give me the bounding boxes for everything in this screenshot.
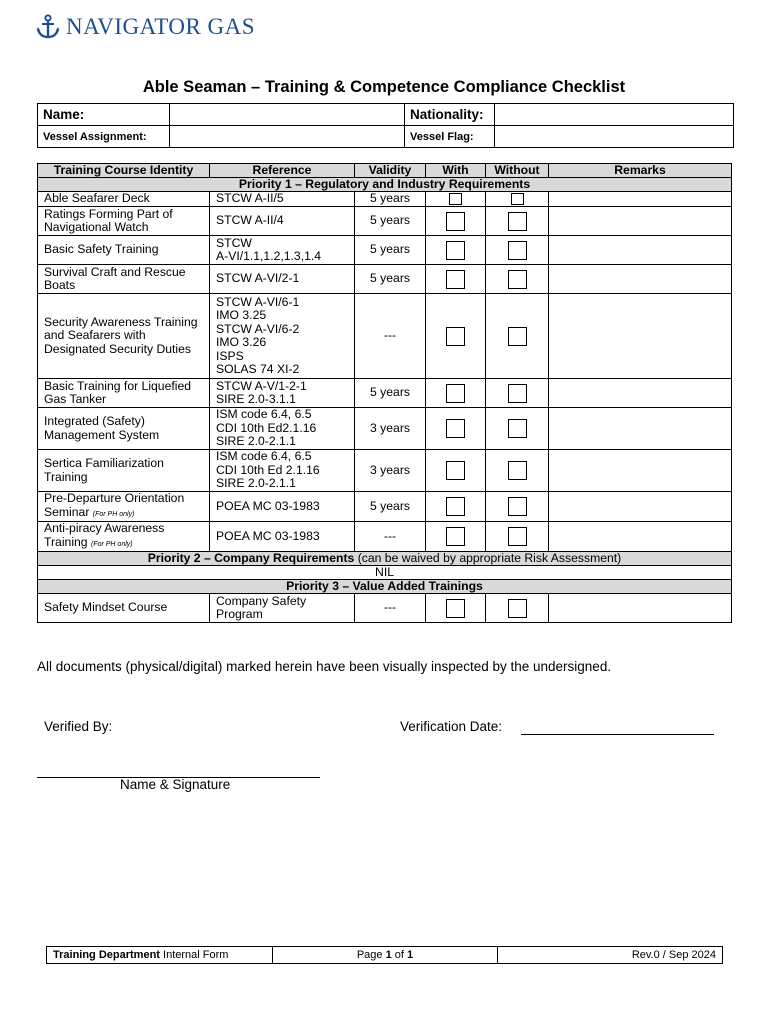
remarks-field[interactable] (549, 450, 732, 492)
without-cell (486, 408, 549, 450)
remarks-field[interactable] (549, 236, 732, 265)
with-checkbox[interactable] (446, 327, 465, 346)
remarks-field[interactable] (549, 294, 732, 379)
without-checkbox[interactable] (508, 527, 527, 546)
with-cell (426, 207, 486, 236)
without-checkbox[interactable] (511, 193, 524, 205)
with-cell (426, 236, 486, 265)
vessel-flag-label: Vessel Flag: (405, 126, 495, 148)
priority-2-heading: Priority 2 – Company Requirements (can be waived by appropriate Risk Assessment) (38, 552, 732, 566)
course-reference: STCW A-VI/1.1,1.2,1.3,1.4 (210, 236, 355, 265)
anchor-icon (36, 14, 60, 40)
with-checkbox[interactable] (446, 241, 465, 260)
ph-only-note: (For PH only) (90, 540, 133, 548)
with-cell (426, 594, 486, 623)
course-reference: STCW A-II/5 (210, 192, 355, 207)
course-name: Safety Mindset Course (38, 594, 210, 623)
table-row (38, 492, 732, 522)
footer-department: Training Department Internal Form (47, 947, 273, 964)
remarks-field[interactable] (549, 192, 732, 207)
course-reference: STCW A-II/4 (210, 207, 355, 236)
table-row (38, 379, 732, 408)
personal-info-table (37, 103, 734, 148)
table-row (38, 522, 732, 552)
col-header-remarks: Remarks (549, 164, 732, 178)
with-cell (426, 408, 486, 450)
table-header-row (38, 164, 732, 178)
course-reference: STCW A-VI/2-1 (210, 265, 355, 294)
table-row (38, 450, 732, 492)
with-checkbox[interactable] (446, 497, 465, 516)
with-checkbox[interactable] (446, 527, 465, 546)
with-cell (426, 265, 486, 294)
with-checkbox[interactable] (446, 384, 465, 403)
without-checkbox[interactable] (508, 327, 527, 346)
training-checklist-table (37, 163, 732, 623)
with-checkbox[interactable] (449, 193, 462, 205)
company-logo (36, 12, 255, 42)
remarks-field[interactable] (549, 379, 732, 408)
remarks-field[interactable] (549, 492, 732, 522)
course-name: Sertica Familiarization Training (38, 450, 210, 492)
with-cell (426, 492, 486, 522)
without-checkbox[interactable] (508, 270, 527, 289)
table-row (38, 192, 732, 207)
course-name: Anti-piracy Awareness Training (For PH only) (38, 522, 210, 552)
inspection-statement: All documents (physical/digital) marked herein have been visually inspected by the undersigned. (37, 659, 612, 674)
ph-only-note: (For PH only) (92, 510, 135, 518)
table-row (38, 236, 732, 265)
course-validity: 5 years (355, 492, 426, 522)
col-header-reference: Reference (210, 164, 355, 178)
course-name: Survival Craft and Rescue Boats (38, 265, 210, 294)
course-name: Integrated (Safety) Management System (38, 408, 210, 450)
table-row (38, 594, 732, 623)
remarks-field[interactable] (549, 594, 732, 623)
footer-page-number: Page 1 of 1 (273, 947, 498, 964)
without-checkbox[interactable] (508, 599, 527, 618)
without-cell (486, 492, 549, 522)
with-cell (426, 522, 486, 552)
course-reference: POEA MC 03-1983 (210, 492, 355, 522)
col-header-without: Without (486, 164, 549, 178)
nationality-field[interactable] (495, 104, 734, 126)
without-cell (486, 192, 549, 207)
logo-text: NAVIGATOR GAS (66, 14, 256, 39)
course-validity: 5 years (355, 207, 426, 236)
without-checkbox[interactable] (508, 384, 527, 403)
course-reference: ISM code 6.4, 6.5 CDI 10th Ed2.1.16 SIRE 2.0-2.1.1 (210, 408, 355, 450)
nationality-label: Nationality: (405, 104, 495, 126)
without-checkbox[interactable] (508, 461, 527, 480)
course-validity: 3 years (355, 408, 426, 450)
course-name: Pre-Departure Orientation Seminar (For PH only) (38, 492, 210, 522)
verification-date-line[interactable] (521, 734, 714, 735)
without-checkbox[interactable] (508, 497, 527, 516)
course-validity: --- (355, 594, 426, 623)
table-row (38, 265, 732, 294)
priority-1-heading: Priority 1 – Regulatory and Industry Requirements (38, 178, 732, 192)
table-row (38, 207, 732, 236)
course-validity: 5 years (355, 379, 426, 408)
verification-date-label: Verification Date: (400, 719, 503, 734)
course-validity: 3 years (355, 450, 426, 492)
without-cell (486, 522, 549, 552)
col-header-with: With (426, 164, 486, 178)
course-name: Able Seafarer Deck (38, 192, 210, 207)
without-checkbox[interactable] (508, 241, 527, 260)
with-cell (426, 379, 486, 408)
vessel-flag-field[interactable] (495, 126, 734, 148)
vessel-assignment-label: Vessel Assignment: (38, 126, 170, 148)
verified-by-label: Verified By: (44, 719, 113, 734)
col-header-course: Training Course Identity (38, 164, 210, 178)
without-cell (486, 450, 549, 492)
with-checkbox[interactable] (446, 599, 465, 618)
course-name: Basic Training for Liquefied Gas Tanker (38, 379, 210, 408)
table-row (38, 294, 732, 379)
course-validity: 5 years (355, 265, 426, 294)
name-field[interactable] (170, 104, 405, 126)
course-validity: 5 years (355, 236, 426, 265)
with-checkbox[interactable] (446, 461, 465, 480)
course-reference: ISM code 6.4, 6.5 CDI 10th Ed 2.1.16 SIRE 2.0-2.1.1 (210, 450, 355, 492)
remarks-field[interactable] (549, 265, 732, 294)
with-checkbox[interactable] (446, 212, 465, 231)
course-name: Basic Safety Training (38, 236, 210, 265)
name-signature-label: Name & Signature (120, 777, 231, 792)
course-reference: POEA MC 03-1983 (210, 522, 355, 552)
with-checkbox[interactable] (446, 270, 465, 289)
table-row (38, 408, 732, 450)
course-name: Security Awareness Training and Seafarers with Designated Security Duties (38, 294, 210, 379)
without-cell (486, 207, 549, 236)
without-checkbox[interactable] (508, 212, 527, 231)
course-validity: --- (355, 294, 426, 379)
priority-2-value: NIL (38, 566, 732, 580)
remarks-field[interactable] (549, 522, 732, 552)
without-checkbox[interactable] (508, 419, 527, 438)
with-cell (426, 450, 486, 492)
footer (46, 946, 723, 964)
course-name: Ratings Forming Part of Navigational Watch (38, 207, 210, 236)
remarks-field[interactable] (549, 408, 732, 450)
without-cell (486, 236, 549, 265)
footer-revision: Rev.0 / Sep 2024 (498, 947, 723, 964)
course-reference: STCW A-V/1-2-1 SIRE 2.0-3.1.1 (210, 379, 355, 408)
without-cell (486, 379, 549, 408)
course-reference: Company Safety Program (210, 594, 355, 623)
without-cell (486, 294, 549, 379)
priority-3-heading: Priority 3 – Value Added Trainings (38, 580, 732, 594)
course-validity: --- (355, 522, 426, 552)
with-cell (426, 192, 486, 207)
course-reference: STCW A-VI/6-1 IMO 3.25 STCW A-VI/6-2 IMO 3.26 ISPS SOLAS 74 XI-2 (210, 294, 355, 379)
vessel-assignment-field[interactable] (170, 126, 405, 148)
col-header-validity: Validity (355, 164, 426, 178)
remarks-field[interactable] (549, 207, 732, 236)
with-cell (426, 294, 486, 379)
without-cell (486, 265, 549, 294)
document-title: Able Seaman – Training & Competence Compliance Checklist (142, 78, 626, 96)
name-label: Name: (38, 104, 170, 126)
with-checkbox[interactable] (446, 419, 465, 438)
without-cell (486, 594, 549, 623)
course-validity: 5 years (355, 192, 426, 207)
